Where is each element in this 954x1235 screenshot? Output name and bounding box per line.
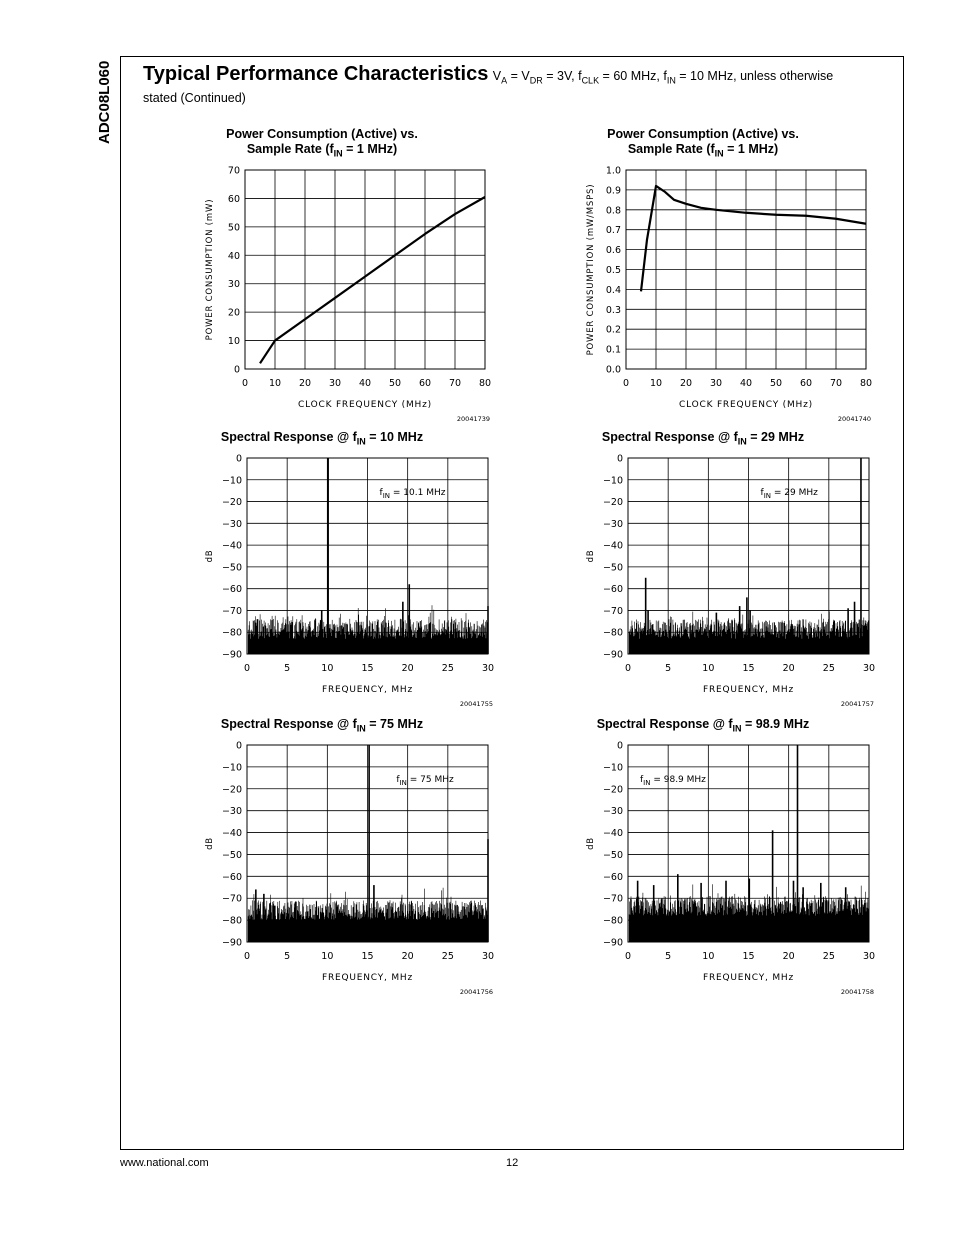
fin-annotation: fIN = 75 MHz — [396, 775, 454, 787]
y-tick-label: −60 — [221, 584, 242, 596]
figure-code: 20041757 — [840, 700, 874, 708]
x-tick-label: 25 — [822, 951, 835, 962]
figure-code: 20041755 — [459, 700, 493, 708]
continued-note: stated (Continued) — [143, 91, 246, 105]
y-tick-label: 0 — [235, 453, 242, 465]
part-number-text: ADC08L060 — [96, 60, 113, 144]
y-tick-label: 0.6 — [605, 245, 621, 257]
chart-title-c2: Power Consumption (Active) vs. Sample Rate ($f_{IN} = 1$ MHz) — [607, 127, 799, 159]
noise-floor — [248, 888, 488, 942]
y-tick-label: −30 — [221, 518, 242, 530]
fin-annotation: fIN = 10.1 MHz — [379, 488, 446, 500]
x-axis-label: CLOCK FREQUENCY (MHz) — [679, 400, 813, 410]
y-tick-label: −60 — [221, 871, 242, 883]
y-tick-label: 10 — [227, 336, 240, 348]
y-tick-label: −40 — [221, 828, 242, 840]
y-tick-label: −40 — [602, 828, 623, 840]
x-tick-label: 5 — [284, 663, 291, 674]
chart-title-c6: Spectral Response @ $f_{IN} = 98.9$ MHz — [596, 717, 810, 734]
y-tick-label: −50 — [602, 562, 623, 574]
y-tick-label: 30 — [227, 279, 240, 291]
x-tick-label: 15 — [742, 951, 755, 962]
noise-floor — [629, 611, 869, 654]
y-tick-label: −40 — [602, 540, 623, 552]
chart-title-c4: Spectral Response @ $f_{IN} = 29$ MHz — [601, 430, 805, 447]
y-tick-label: 50 — [227, 222, 240, 234]
y-tick-label: 0.4 — [605, 284, 621, 296]
test-conditions: $V_A = V_{DR} = 3V$, $f_{CLK} = 60$ MHz, $f_{IN} = 10$ MHz, unless otherwise — [492, 69, 834, 86]
x-tick-label: 10 — [321, 663, 334, 674]
footer-website: www.national.com — [120, 1157, 209, 1169]
y-axis-label: dB — [205, 549, 215, 563]
y-tick-label: 0 — [233, 364, 240, 376]
y-tick-label: −60 — [602, 871, 623, 883]
x-tick-label: 15 — [742, 663, 755, 674]
y-axis-label: POWER CONSUMPTION (mW/MSPS) — [586, 183, 596, 356]
x-tick-label: 30 — [481, 663, 495, 674]
x-tick-label: 20 — [401, 663, 414, 674]
y-tick-label: −60 — [602, 584, 623, 596]
y-tick-label: 0.2 — [605, 324, 621, 336]
footer-page-number: 12 — [506, 1157, 519, 1169]
y-tick-label: 0.7 — [605, 225, 621, 237]
y-axis-label: dB — [586, 837, 596, 850]
x-tick-label: 0 — [241, 378, 249, 389]
x-tick-label: 40 — [358, 378, 372, 389]
y-tick-label: 0 — [616, 740, 623, 752]
y-tick-label: 0.1 — [605, 344, 621, 356]
noise-floor — [248, 605, 488, 654]
x-axis-label: FREQUENCY, MHz — [702, 685, 795, 695]
x-tick-label: 5 — [665, 951, 672, 962]
y-tick-label: −20 — [221, 784, 242, 796]
y-tick-label: −90 — [602, 649, 623, 661]
x-tick-label: 10 — [268, 378, 282, 389]
chart-c1 — [195, 160, 492, 423]
y-tick-label: 70 — [227, 165, 240, 177]
x-tick-label: 25 — [441, 663, 454, 674]
y-tick-label: 0.5 — [605, 265, 621, 276]
chart-title-c1: Power Consumption (Active) vs. Sample Rate ($f_{IN} = 1$ MHz) — [226, 127, 418, 159]
series-line — [260, 197, 485, 363]
y-tick-label: 20 — [227, 307, 240, 319]
y-tick-label: −90 — [221, 649, 242, 661]
x-tick-label: 30 — [862, 951, 876, 962]
figure-code: 20041739 — [456, 415, 490, 423]
y-tick-label: −30 — [602, 518, 623, 530]
y-tick-label: 0.9 — [605, 185, 621, 197]
fin-annotation: fIN = 29 MHz — [760, 488, 818, 500]
y-tick-label: −20 — [221, 497, 242, 509]
x-axis-label: CLOCK FREQUENCY (MHz) — [298, 400, 432, 410]
x-tick-label: 25 — [822, 663, 835, 674]
series-line — [641, 186, 866, 291]
x-tick-label: 20 — [782, 663, 795, 674]
x-axis-label: FREQUENCY, MHz — [321, 973, 414, 983]
y-tick-label: 0.0 — [605, 364, 621, 376]
y-axis-label: dB — [205, 837, 215, 850]
x-tick-label: 70 — [829, 378, 843, 389]
chart-c3 — [195, 450, 495, 708]
chart-c2 — [576, 160, 873, 423]
x-tick-label: 25 — [441, 951, 454, 962]
x-tick-label: 20 — [782, 951, 795, 962]
y-tick-label: −10 — [221, 475, 242, 487]
x-tick-label: 80 — [478, 378, 492, 389]
y-tick-label: −70 — [602, 893, 623, 905]
chart-title-c5: Spectral Response @ $f_{IN} = 75$ MHz — [220, 717, 424, 734]
y-tick-label: −30 — [602, 806, 623, 818]
y-tick-label: 40 — [227, 250, 240, 262]
x-tick-label: 0 — [624, 951, 632, 962]
x-tick-label: 20 — [401, 951, 414, 962]
x-tick-label: 50 — [388, 378, 402, 389]
x-tick-label: 0 — [624, 663, 632, 674]
x-tick-label: 60 — [418, 378, 432, 389]
y-tick-label: −80 — [221, 915, 242, 927]
x-tick-label: 5 — [665, 663, 672, 674]
x-tick-label: 30 — [709, 378, 723, 389]
chart-c4 — [576, 450, 876, 708]
y-axis-label: POWER CONSUMPTION (mW) — [205, 198, 215, 341]
x-tick-label: 5 — [284, 951, 291, 962]
y-tick-label: −80 — [602, 915, 623, 927]
y-tick-label: −50 — [602, 849, 623, 861]
figure-code: 20041756 — [459, 988, 493, 996]
y-tick-label: 0 — [235, 740, 242, 752]
x-tick-label: 30 — [328, 378, 342, 389]
x-tick-label: 15 — [361, 663, 374, 674]
chart-c5 — [195, 737, 495, 996]
document-part-number — [92, 52, 116, 172]
figure-code: 20041740 — [837, 415, 871, 423]
x-tick-label: 0 — [243, 951, 251, 962]
x-tick-label: 0 — [243, 663, 251, 674]
y-axis-label: dB — [586, 549, 596, 563]
x-tick-label: 80 — [859, 378, 873, 389]
y-tick-label: 60 — [227, 193, 240, 205]
chart-title-c3: Spectral Response @ $f_{IN} = 10$ MHz — [220, 430, 424, 447]
x-tick-label: 30 — [481, 951, 495, 962]
x-tick-label: 10 — [702, 951, 715, 962]
y-tick-label: −10 — [602, 762, 623, 774]
y-tick-label: −80 — [221, 627, 242, 639]
y-tick-label: 0.3 — [605, 304, 621, 316]
y-tick-label: −90 — [602, 937, 623, 949]
x-tick-label: 50 — [769, 378, 783, 389]
x-tick-label: 30 — [862, 663, 876, 674]
section-heading — [143, 63, 893, 105]
x-tick-label: 10 — [702, 663, 715, 674]
section-title: Typical Performance Characteristics — [143, 63, 489, 85]
x-tick-label: 20 — [679, 378, 693, 389]
chart-c6 — [576, 737, 876, 996]
y-tick-label: −70 — [221, 605, 242, 617]
x-tick-label: 60 — [799, 378, 813, 389]
y-tick-label: 1.0 — [605, 165, 621, 177]
y-tick-label: −20 — [602, 784, 623, 796]
x-axis-label: FREQUENCY, MHz — [702, 973, 795, 983]
y-tick-label: −90 — [221, 937, 242, 949]
y-tick-label: −80 — [602, 627, 623, 639]
figure-code: 20041758 — [840, 988, 874, 996]
y-tick-label: −40 — [221, 540, 242, 552]
y-tick-label: −70 — [602, 605, 623, 617]
x-tick-label: 0 — [622, 378, 630, 389]
x-tick-label: 70 — [448, 378, 462, 389]
x-tick-label: 20 — [298, 378, 312, 389]
x-tick-label: 10 — [321, 951, 334, 962]
y-tick-label: −50 — [221, 562, 242, 574]
x-tick-label: 10 — [649, 378, 663, 389]
y-tick-label: −30 — [221, 806, 242, 818]
x-axis-label: FREQUENCY, MHz — [321, 685, 414, 695]
y-tick-label: −10 — [602, 475, 623, 487]
x-tick-label: 40 — [739, 378, 753, 389]
fin-annotation: fIN = 98.9 MHz — [640, 775, 706, 787]
y-tick-label: 0.8 — [605, 205, 621, 217]
x-tick-label: 15 — [361, 951, 374, 962]
y-tick-label: 0 — [616, 453, 623, 465]
y-tick-label: −10 — [221, 762, 242, 774]
y-tick-label: −70 — [221, 893, 242, 905]
y-tick-label: −50 — [221, 849, 242, 861]
y-tick-label: −20 — [602, 497, 623, 509]
